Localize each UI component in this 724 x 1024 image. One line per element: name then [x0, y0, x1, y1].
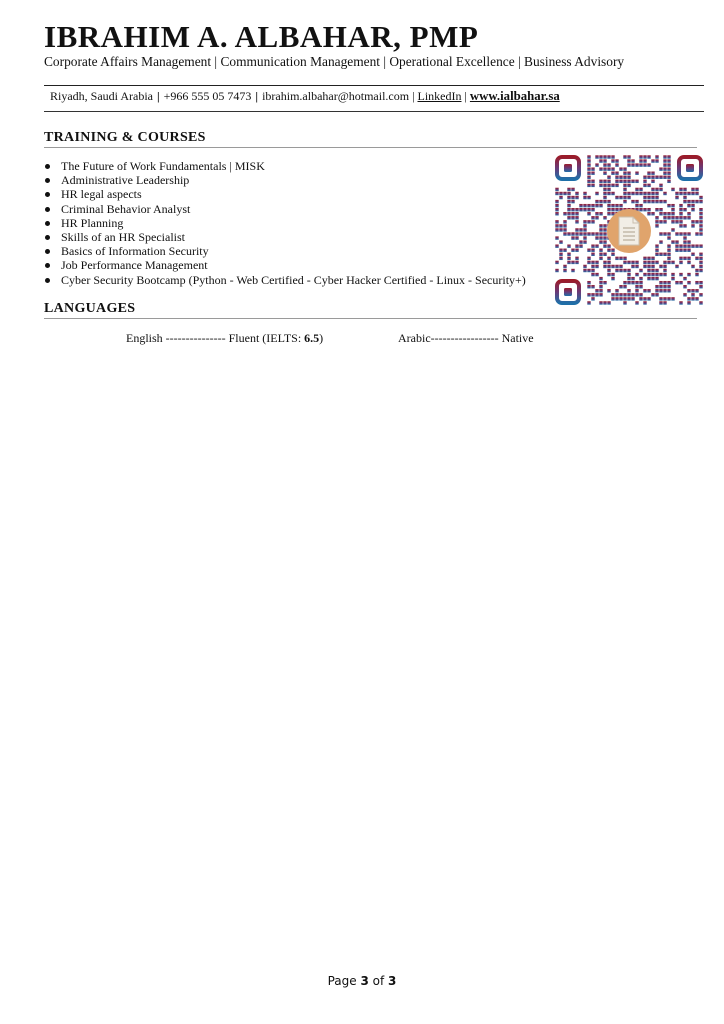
- language-english: [126, 330, 323, 346]
- contact-separator: |: [464, 89, 467, 103]
- language-english-label: English --------------- Fluent (IELTS:: [126, 331, 305, 345]
- section-title-languages: LANGUAGES: [44, 301, 697, 319]
- list-item: Job Performance Management: [44, 258, 526, 272]
- contact-location: Riyadh, Saudi Arabia: [50, 89, 153, 103]
- qr-code[interactable]: [555, 155, 703, 305]
- page-number-middle: of: [368, 974, 389, 988]
- candidate-tagline: Corporate Affairs Management | Communication Management | Operational Excellence | Business Advisory: [44, 54, 625, 69]
- list-item: Basics of Information Security: [44, 244, 526, 258]
- header-divider-bottom: [44, 111, 704, 112]
- page-number-prefix: Page: [327, 974, 361, 988]
- page-number-current: 3: [360, 974, 369, 988]
- list-item: Skills of an HR Specialist: [44, 230, 526, 244]
- header-divider-top: [44, 85, 704, 86]
- contact-separator: |: [156, 89, 160, 103]
- contact-bar: [50, 87, 560, 105]
- list-item: HR Planning: [44, 216, 526, 230]
- ielts-score: 6.5: [304, 331, 320, 345]
- contact-separator: |: [255, 89, 259, 103]
- contact-email[interactable]: ibrahim.albahar@hotmail.com: [262, 89, 410, 103]
- language-english-close: ): [319, 331, 324, 345]
- list-item: HR legal aspects: [44, 187, 526, 201]
- website-link[interactable]: www.ialbahar.sa: [469, 89, 560, 103]
- list-item: Administrative Leadership: [44, 173, 526, 187]
- list-item: The Future of Work Fundamentals | MISK: [44, 159, 526, 173]
- linkedin-link[interactable]: LinkedIn: [417, 89, 462, 103]
- language-arabic: Arabic----------------- Native: [398, 331, 534, 345]
- training-list: [44, 159, 526, 287]
- list-item: Cyber Security Bootcamp (Python - Web Certified - Cyber Hacker Certified - Linux - Security+): [44, 273, 526, 287]
- list-item: Criminal Behavior Analyst: [44, 202, 526, 216]
- contact-separator: |: [412, 89, 415, 103]
- contact-phone[interactable]: +966 555 05 7473: [163, 89, 252, 103]
- candidate-name: IBRAHIM A. ALBAHAR, PMP: [44, 19, 479, 54]
- section-title-training: TRAINING & COURSES: [44, 130, 697, 148]
- page-number: [0, 973, 724, 989]
- qr-code-image: [555, 155, 703, 305]
- page-number-total: 3: [388, 974, 397, 988]
